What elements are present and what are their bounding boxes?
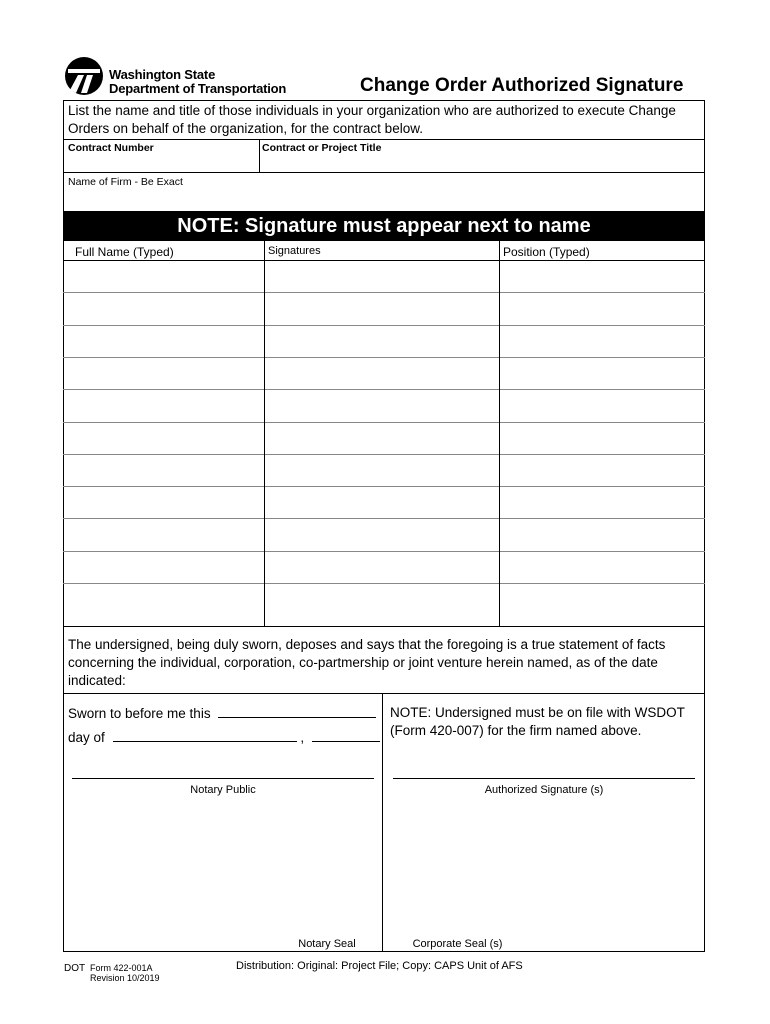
footer-dot: DOT [64, 963, 86, 974]
firm-name-label: Name of Firm - Be Exact [68, 176, 183, 188]
column-header-position: Position (Typed) [503, 245, 590, 259]
form-title: Change Order Authorized Signature [360, 75, 684, 96]
project-title-field[interactable] [262, 155, 702, 171]
signature-cell[interactable] [266, 327, 497, 355]
table-grid-line [63, 260, 705, 261]
footer-form-number: Form 422-001A [90, 963, 153, 973]
signature-cell[interactable] [266, 262, 497, 290]
wsdot-logo [64, 56, 314, 98]
position-cell[interactable] [501, 585, 703, 613]
signature-cell[interactable] [266, 585, 497, 613]
divider [63, 626, 705, 627]
sworn-date-field[interactable] [218, 705, 376, 718]
wsdot-file-note: NOTE: Undersigned must be on file with WSDOT (Form 420-007) for the firm named above. [390, 705, 685, 738]
month-field[interactable] [113, 729, 297, 742]
notary-public-label: Notary Public [190, 784, 256, 796]
comma: , [300, 730, 305, 745]
table-row-divider [63, 389, 705, 390]
divider [63, 693, 705, 694]
oath-text: The undersigned, being duly sworn, deposes and says that the foregoing is a true statement of facts concerning the individual, corporation, co-partmership or joint venture herein named, as of the date indicated: [68, 637, 666, 688]
full-name-cell[interactable] [65, 391, 262, 419]
full-name-cell[interactable] [65, 262, 262, 290]
table-column-divider [499, 241, 500, 626]
signature-cell[interactable] [266, 553, 497, 581]
table-row-divider [63, 486, 705, 487]
table-row-divider [63, 292, 705, 293]
full-name-cell[interactable] [65, 488, 262, 516]
day-of-label: day of [68, 730, 105, 745]
signature-cell[interactable] [266, 488, 497, 516]
full-name-cell[interactable] [65, 585, 262, 613]
full-name-cell[interactable] [65, 327, 262, 355]
position-cell[interactable] [501, 359, 703, 387]
position-cell[interactable] [501, 424, 703, 452]
signature-cell[interactable] [266, 424, 497, 452]
full-name-cell[interactable] [65, 294, 262, 322]
footer-revision: Revision 10/2019 [90, 973, 160, 983]
divider [382, 693, 383, 952]
position-cell[interactable] [501, 391, 703, 419]
column-header-signatures: Signatures [268, 245, 321, 257]
full-name-cell[interactable] [65, 424, 262, 452]
signature-cell[interactable] [266, 391, 497, 419]
contract-number-field[interactable] [64, 155, 259, 171]
position-cell[interactable] [501, 262, 703, 290]
sworn-label: Sworn to before me this [68, 706, 211, 721]
full-name-cell[interactable] [65, 553, 262, 581]
full-name-cell[interactable] [65, 456, 262, 484]
sworn-line [68, 705, 376, 721]
org-name-line1: Washington State [109, 67, 216, 82]
signature-cell[interactable] [266, 456, 497, 484]
day-of-line [68, 729, 380, 745]
full-name-cell[interactable] [65, 359, 262, 387]
intro-text: List the name and title of those individuals in your organization who are authorized to execute Change Orders on behalf of the organization, for the contract below. [68, 103, 676, 136]
notary-seal-label: Notary Seal [298, 938, 356, 950]
signature-cell[interactable] [266, 520, 497, 548]
position-cell[interactable] [501, 553, 703, 581]
table-row-divider [63, 583, 705, 584]
position-cell[interactable] [501, 488, 703, 516]
position-cell[interactable] [501, 520, 703, 548]
notary-signature-line[interactable] [72, 778, 374, 779]
authorized-signature-line[interactable] [393, 778, 695, 779]
full-name-cell[interactable] [65, 520, 262, 548]
corporate-seal-label: Corporate Seal (s) [412, 938, 503, 950]
position-cell[interactable] [501, 327, 703, 355]
divider [63, 172, 705, 173]
org-name-line2: Department of Transportation [109, 81, 287, 96]
signature-note-banner: NOTE: Signature must appear next to name [63, 211, 705, 241]
footer-distribution: Distribution: Original: Project File; Copy: CAPS Unit of AFS [236, 960, 523, 972]
authorized-signature-label: Authorized Signature (s) [484, 784, 604, 796]
table-row-divider [63, 357, 705, 358]
firm-name-field[interactable] [64, 190, 704, 210]
position-cell[interactable] [501, 294, 703, 322]
project-title-label: Contract or Project Title [262, 142, 382, 154]
contract-number-label: Contract Number [68, 142, 154, 154]
signature-cell[interactable] [266, 294, 497, 322]
divider [259, 139, 260, 172]
year-field[interactable] [312, 729, 380, 742]
column-header-full-name: Full Name (Typed) [75, 245, 174, 259]
table-row-divider [63, 518, 705, 519]
wsdot-logo-icon [64, 56, 104, 96]
signature-cell[interactable] [266, 359, 497, 387]
table-column-divider [264, 241, 265, 626]
position-cell[interactable] [501, 456, 703, 484]
divider [63, 139, 705, 140]
